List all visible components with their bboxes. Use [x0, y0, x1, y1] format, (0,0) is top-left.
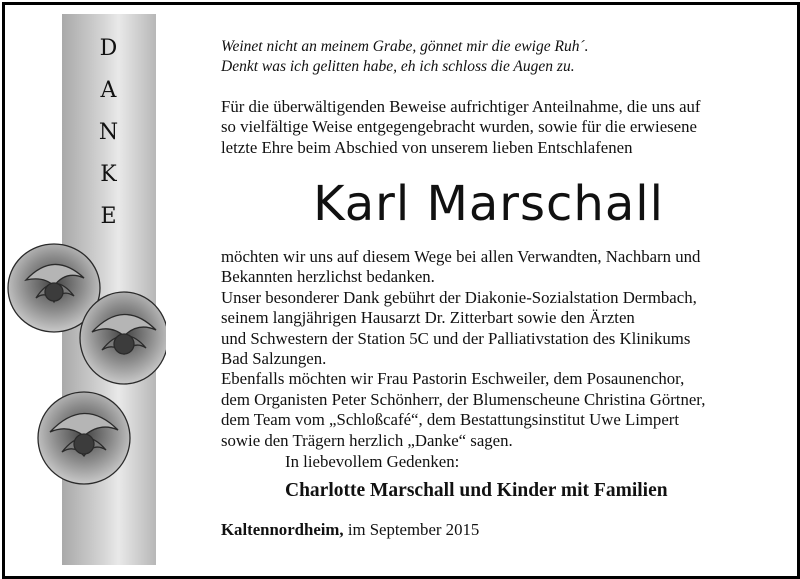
intro-paragraph	[221, 97, 756, 158]
body-line: Bekannten herzlichst bedanken.	[221, 267, 435, 287]
closing-intro: In liebevollem Gedenken:	[285, 452, 460, 471]
band-letter: E	[100, 204, 118, 229]
place-date-text: im September 2015	[347, 520, 480, 539]
body-line: sowie den Trägern herzlich „Danke“ sagen.	[221, 430, 513, 450]
quote-line: Denkt was ich gelitten habe, eh ich schloss die Augen zu.	[221, 58, 575, 75]
body-line: seinem langjährigen Hausarzt Dr. Zitterbart sowie den Ärzten	[221, 308, 635, 328]
body-line: Unser besonderer Dank gebührt der Diakonie-Sozialstation Dermbach,	[221, 287, 697, 307]
band-letter: D	[99, 36, 119, 61]
memorial-quote	[221, 37, 588, 77]
band-letter: N	[98, 120, 120, 145]
intro-line: Für die überwältigenden Beweise aufrichtiger Anteilnahme, die uns auf	[221, 97, 701, 116]
roses-image	[6, 240, 166, 510]
body-line: Bad Salzungen.	[221, 349, 327, 369]
body-line: Ebenfalls möchten wir Frau Pastorin Eschweiler, dem Posaunenchor,	[221, 369, 685, 389]
band-letter: A	[100, 78, 118, 103]
body-line: dem Organisten Peter Schönherr, der Blumenscheune Christina Görtner,	[221, 389, 706, 409]
place-date	[221, 520, 479, 540]
signatories: Charlotte Marschall und Kinder mit Familien	[285, 480, 668, 501]
body-line: möchten wir uns auf diesem Wege bei allen Verwandten, Nachbarn und	[221, 247, 701, 266]
thanks-paragraph	[221, 247, 756, 451]
band-letter: K	[100, 162, 118, 187]
deceased-name: Karl Marschall	[313, 176, 664, 232]
quote-line: Weinet nicht an meinem Grabe, gönnet mir die ewige Ruh´.	[221, 38, 589, 55]
place-town: Kaltennordheim,	[221, 520, 344, 539]
body-line: und Schwestern der Station 5C und der Palliativstation des Klinikums	[221, 328, 691, 348]
intro-line: letzte Ehre beim Abschied von unserem lieben Entschlafenen	[221, 137, 633, 157]
body-line: dem Team vom „Schloßcafé“, dem Bestattungsinstitut Uwe Limpert	[221, 410, 680, 430]
intro-line: so vielfältige Weise entgegengebracht wurden, sowie für die erwiesene	[221, 117, 697, 137]
